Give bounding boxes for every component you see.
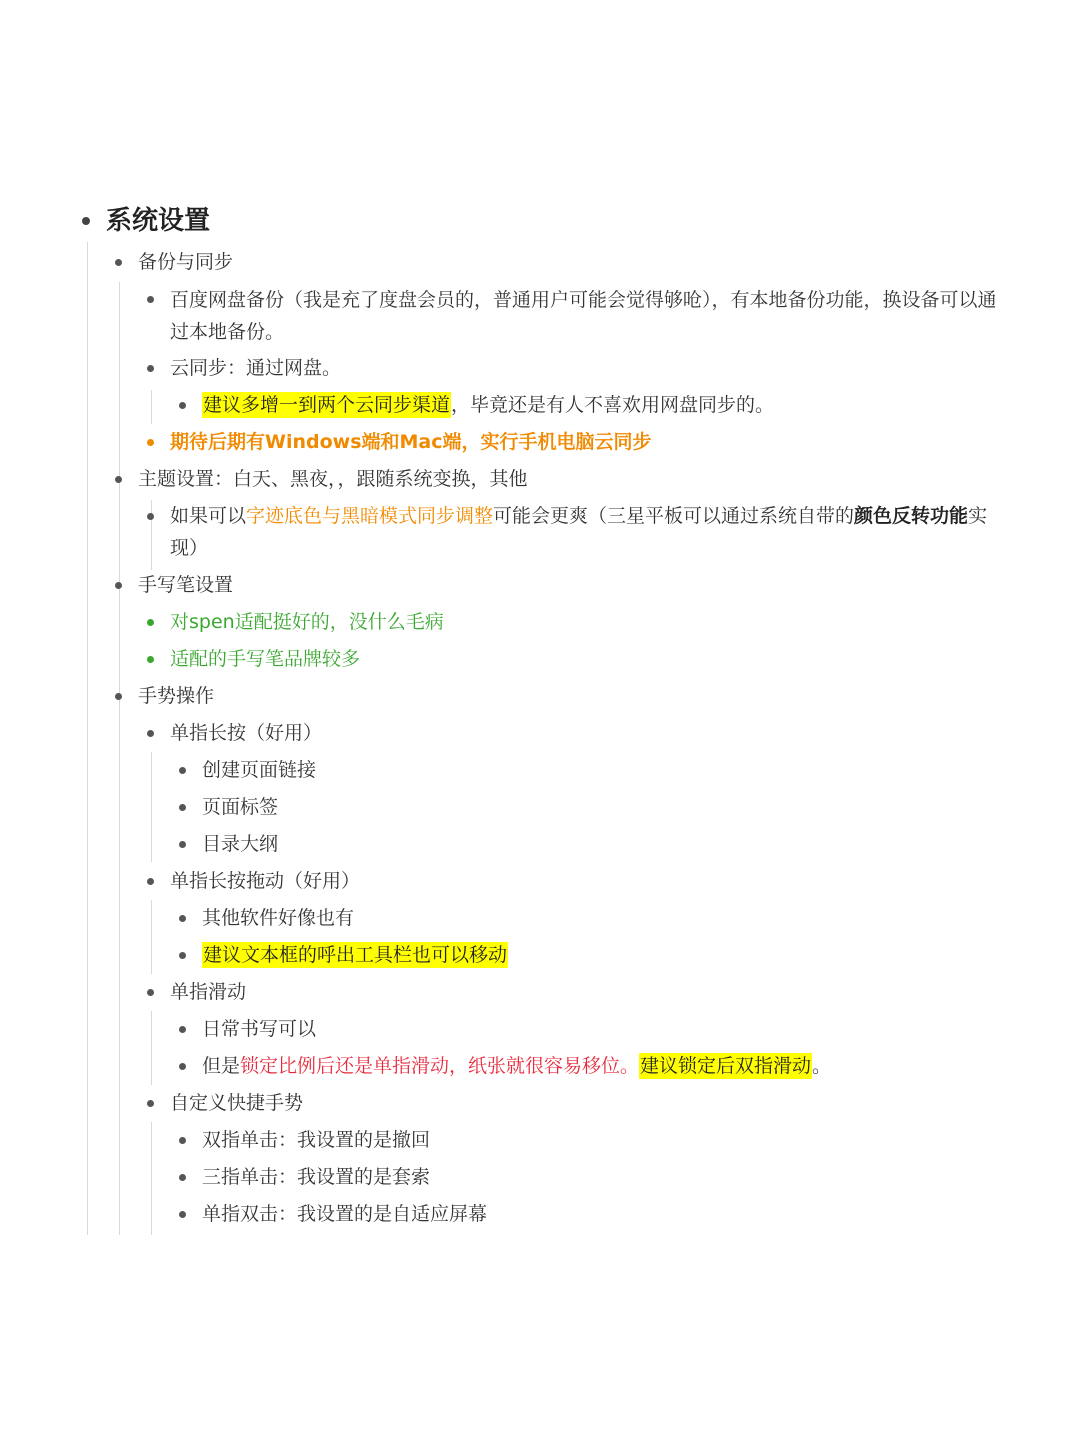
bullet-icon	[179, 915, 186, 922]
highlight-text: 建议多增一到两个云同步渠道	[203, 394, 451, 416]
bullet-icon	[115, 693, 122, 700]
item-theme-note	[170, 500, 1000, 564]
bullet-icon	[147, 656, 154, 663]
bullet-icon	[147, 1100, 154, 1107]
bullet-icon	[179, 1174, 186, 1181]
item-theme-settings: 主题设置：白天、黑夜，，跟随系统变换，其他	[138, 468, 528, 490]
item-long-press: 单指长按（好用）	[170, 722, 323, 744]
item-pen-brands: 适配的手写笔品牌较多	[170, 648, 361, 670]
bullet-icon	[147, 296, 154, 303]
item-double-tap: 单指双击：我设置的是自适应屏幕	[202, 1203, 488, 1225]
bullet-icon	[115, 476, 122, 483]
outline-guide-level3-longdrag	[151, 900, 152, 974]
item-cloud-suggestion	[202, 388, 774, 422]
item-backup-sync: 备份与同步	[138, 251, 234, 273]
text-span: 如果可以	[170, 505, 247, 527]
bullet-icon	[115, 259, 122, 266]
text-span: 可能会更爽（三星平板可以通过系统自带的	[493, 505, 855, 527]
outline-guide-level2	[119, 282, 120, 1235]
item-slide-suggestion	[202, 1049, 831, 1083]
bullet-icon	[179, 804, 186, 811]
item-daily-writing: 日常书写可以	[202, 1018, 317, 1040]
bullet-icon	[179, 1063, 186, 1070]
bullet-icon	[147, 439, 154, 446]
item-long-drag: 单指长按拖动（好用）	[170, 870, 361, 892]
item-page-tag: 页面标签	[202, 796, 279, 818]
orange-text: 字迹底色与黑暗模式同步调整	[246, 505, 494, 527]
highlight-text: 建议文本框的呼出工具栏也可以移动	[203, 944, 508, 966]
bullet-icon	[179, 402, 186, 409]
item-cloud-sync: 云同步：通过网盘。	[170, 357, 342, 379]
item-single-slide: 单指滑动	[170, 981, 247, 1003]
item-pen-spen: 对spen适配挺好的，没什么毛病	[170, 611, 444, 633]
bullet-icon	[147, 878, 154, 885]
bullet-icon	[179, 1137, 186, 1144]
bullet-icon	[82, 217, 90, 225]
bold-text: 颜色反转功能	[854, 505, 969, 527]
text-span: 但是	[202, 1055, 241, 1077]
item-custom-gestures: 自定义快捷手势	[170, 1092, 304, 1114]
bullet-icon	[179, 952, 186, 959]
outline-guide-level3-custom	[151, 1122, 152, 1235]
item-page-link: 创建页面链接	[202, 759, 317, 781]
item-toc: 目录大纲	[202, 833, 279, 855]
outline-guide-level3-longpress	[151, 752, 152, 862]
bullet-icon	[179, 841, 186, 848]
outline-guide-level3-backup	[151, 390, 152, 424]
bullet-icon	[147, 619, 154, 626]
outline-guide-level1	[87, 242, 88, 1235]
bullet-icon	[147, 730, 154, 737]
item-other-apps: 其他软件好像也有	[202, 907, 355, 929]
red-text: 锁定比例后还是单指滑动，纸张就很容易移位。	[240, 1055, 640, 1077]
item-toolbar-suggestion	[202, 938, 508, 972]
bullet-icon	[179, 767, 186, 774]
bullet-icon	[179, 1026, 186, 1033]
item-two-finger-tap: 双指单击：我设置的是撤回	[202, 1129, 431, 1151]
text-span: 实现）	[170, 505, 988, 559]
bullet-icon	[115, 582, 122, 589]
text-span: ，毕竟还是有人不喜欢用网盘同步的。	[451, 394, 775, 416]
bullet-icon	[147, 513, 154, 520]
bullet-icon	[179, 1211, 186, 1218]
outline-guide-level3-slide	[151, 1011, 152, 1085]
bullet-icon	[147, 989, 154, 996]
item-three-finger-tap: 三指单击：我设置的是套索	[202, 1166, 431, 1188]
item-gestures: 手势操作	[138, 685, 215, 707]
item-pen-settings: 手写笔设置	[138, 574, 234, 596]
item-expectation: 期待后期有Windows端和Mac端，实行手机电脑云同步	[170, 431, 652, 453]
bullet-icon	[147, 365, 154, 372]
outline-guide-level3-theme	[151, 500, 152, 570]
item-baidu-backup: 百度网盘备份（我是充了度盘会员的，普通用户可能会觉得够呛），有本地备份功能，换设备可以通过本地备份。	[170, 289, 997, 343]
text-span: 。	[812, 1055, 832, 1077]
heading-system-settings: 系统设置	[106, 206, 211, 236]
highlight-text: 建议锁定后双指滑动	[640, 1055, 812, 1077]
